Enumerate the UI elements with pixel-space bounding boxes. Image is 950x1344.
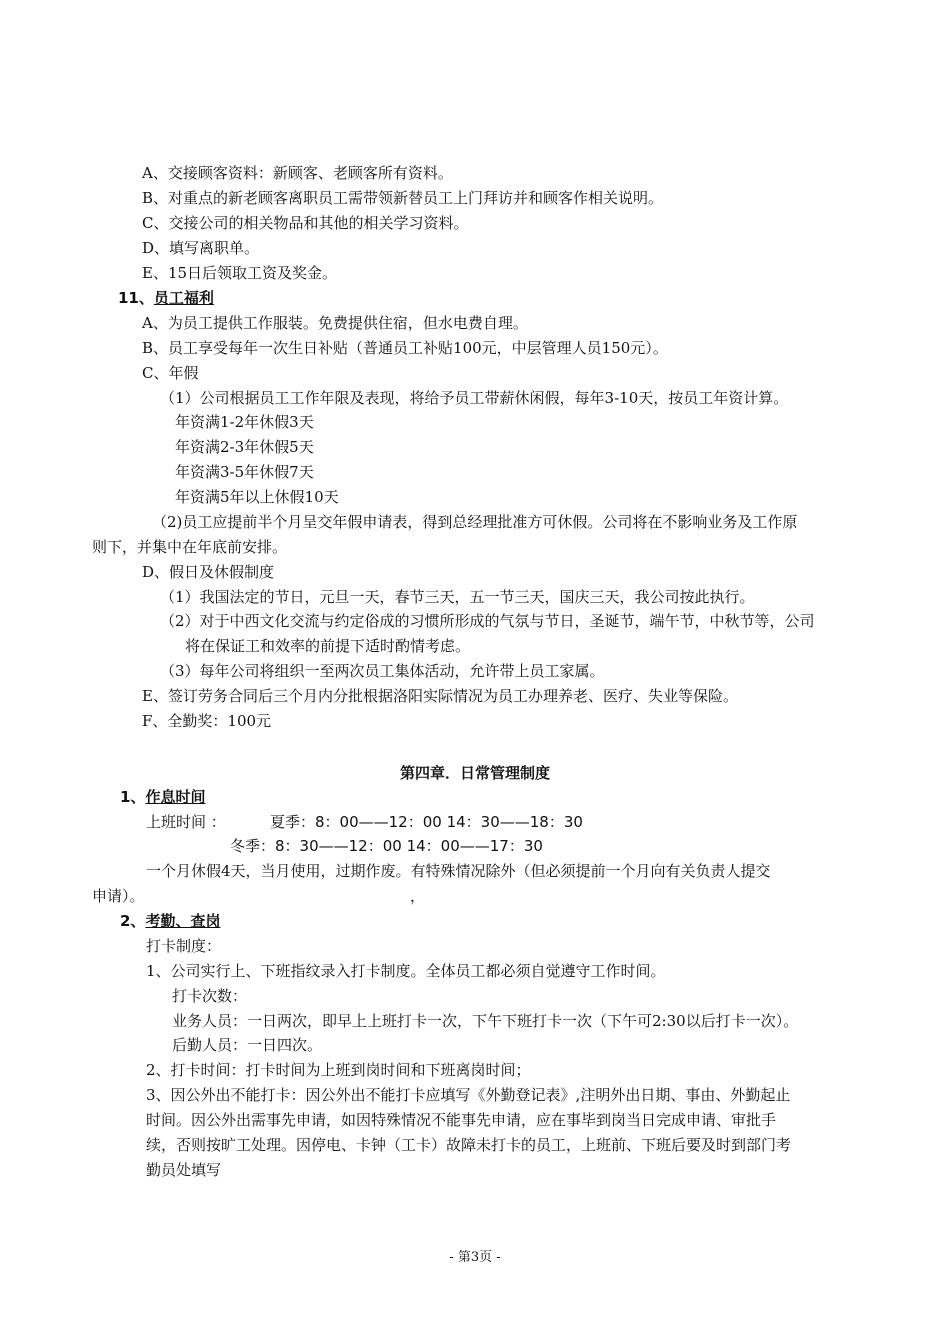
section-number: 1、 — [120, 788, 146, 806]
benefit-item-c: C、年假 — [142, 364, 199, 382]
leave-tier-3: 年资满3-5年休假7天 — [175, 463, 314, 481]
monthly-rest-rule-cont: 申请）。 — [92, 887, 145, 905]
leave-tier-2: 年资满2-3年休假5天 — [175, 438, 314, 456]
leave-tier-4: 年资满5年以上休假10天 — [175, 488, 339, 506]
annual-leave-rule-2: （2)员工应提前半个月呈交年假申请表，得到总经理批准方可休假。公司将在不影响业务及工作原 — [152, 513, 798, 531]
business-staff-rule: 业务人员：一日两次，即早上上班打卡一次，下午下班打卡一次（下午可2:30以后打卡一次）。 — [172, 1012, 799, 1030]
resignation-item-d: D、填写离职单。 — [142, 239, 260, 257]
logistics-staff-rule: 后勤人员：一日四次。 — [172, 1036, 323, 1054]
summer-hours: 夏季：8：00——12：00 14：30——18：30 — [270, 813, 583, 831]
monthly-rest-rule: 一个月休假4天，当月使用，过期作废。有特殊情况除外（但必须提前一个月向有关负责人提交 — [146, 862, 771, 880]
attendance-rule-3-cont-3: 勤员处填写 — [146, 1161, 222, 1179]
section-heading-work-hours — [120, 787, 205, 807]
benefit-item-d: D、假日及休假制度 — [142, 563, 275, 581]
annual-leave-rule-2-cont: 则下，并集中在年底前安排。 — [92, 538, 288, 556]
attendance-rule-2: 2、打卡时间：打卡时间为上班到岗时间和下班离岗时间； — [146, 1061, 531, 1079]
holiday-rule-2: （2）对于中西文化交流与约定俗成的习惯所形成的气氛与节日，圣诞节，端午节，中秋节等，公司 — [160, 612, 815, 630]
resignation-item-c: C、交接公司的相关物品和其他的相关学习资料。 — [142, 214, 469, 232]
attendance-rule-1: 1、公司实行上、下班指纹录入打卡制度。全体员工都必须自觉遵守工作时间。 — [146, 962, 666, 980]
clock-in-intro: 打卡制度： — [146, 937, 222, 955]
section-number: 2、 — [120, 912, 146, 930]
section-title: 考勤、查岗 — [145, 912, 221, 930]
holiday-rule-3: （3）每年公司将组织一至两次员工集体活动，允许带上员工家属。 — [160, 662, 605, 680]
section-heading-benefits — [118, 288, 214, 308]
benefit-item-b: B、员工享受每年一次生日补贴（普通员工补贴100元，中层管理人员150元）。 — [142, 339, 668, 357]
section-heading-attendance — [120, 911, 220, 931]
clock-count-label: 打卡次数： — [172, 987, 248, 1005]
resignation-item-a: A、交接顾客资料：新顾客、老顾客所有资料。 — [142, 164, 453, 182]
resignation-item-b: B、对重点的新老顾客离职员工需带领新替员工上门拜访并和顾客作相关说明。 — [142, 189, 664, 207]
attendance-rule-3: 3、因公外出不能打卡：因公外出不能打卡应填写《外勤登记表》,注明外出日期、事由、外勤起止 — [146, 1086, 791, 1104]
holiday-rule-1: （1）我国法定的节日，元旦一天，春节三天，五一节三天，国庆三天，我公司按此执行。 — [160, 588, 755, 606]
attendance-rule-3-cont-2: 续，否则按旷工处理。因停电、卡钟（工卡）故障未打卡的员工，上班前、下班后要及时到部门考 — [146, 1136, 792, 1154]
benefit-item-a: A、为员工提供工作服装。免费提供住宿，但水电费自理。 — [142, 314, 528, 332]
holiday-rule-2-cont: 将在保证工和效率的前提下适时酌情考虑。 — [185, 637, 471, 655]
resignation-item-e: E、15日后领取工资及奖金。 — [142, 264, 338, 282]
benefit-item-e: E、签订劳务合同后三个月内分批根据洛阳实际情况为员工办理养老、医疗、失业等保险。 — [142, 687, 738, 705]
winter-hours: 冬季：8：30——12：00 14：00——17：30 — [230, 837, 543, 855]
stray-mark: ， — [410, 887, 426, 905]
annual-leave-rule-1: （1）公司根据员工工作年限及表现，将给予员工带薪休闲假，每年3-10天，按员工年资计算。 — [160, 389, 789, 407]
section-title: 员工福利 — [153, 289, 214, 307]
section-number: 11、 — [118, 289, 154, 307]
benefit-item-f: F、全勤奖：100元 — [142, 712, 272, 730]
page-number: - 第3页 - — [449, 1250, 501, 1265]
attendance-rule-3-cont-1: 时间。因公外出需事先申请，如因特殊情况不能事先申请，应在事毕到岗当日完成申请、审批手 — [146, 1111, 777, 1129]
leave-tier-1: 年资满1-2年休假3天 — [175, 413, 314, 431]
work-hours-label: 上班时间 ： — [146, 813, 226, 831]
section-title: 作息时间 — [145, 788, 206, 806]
chapter-title: 第四章．日常管理制度 — [399, 764, 550, 782]
